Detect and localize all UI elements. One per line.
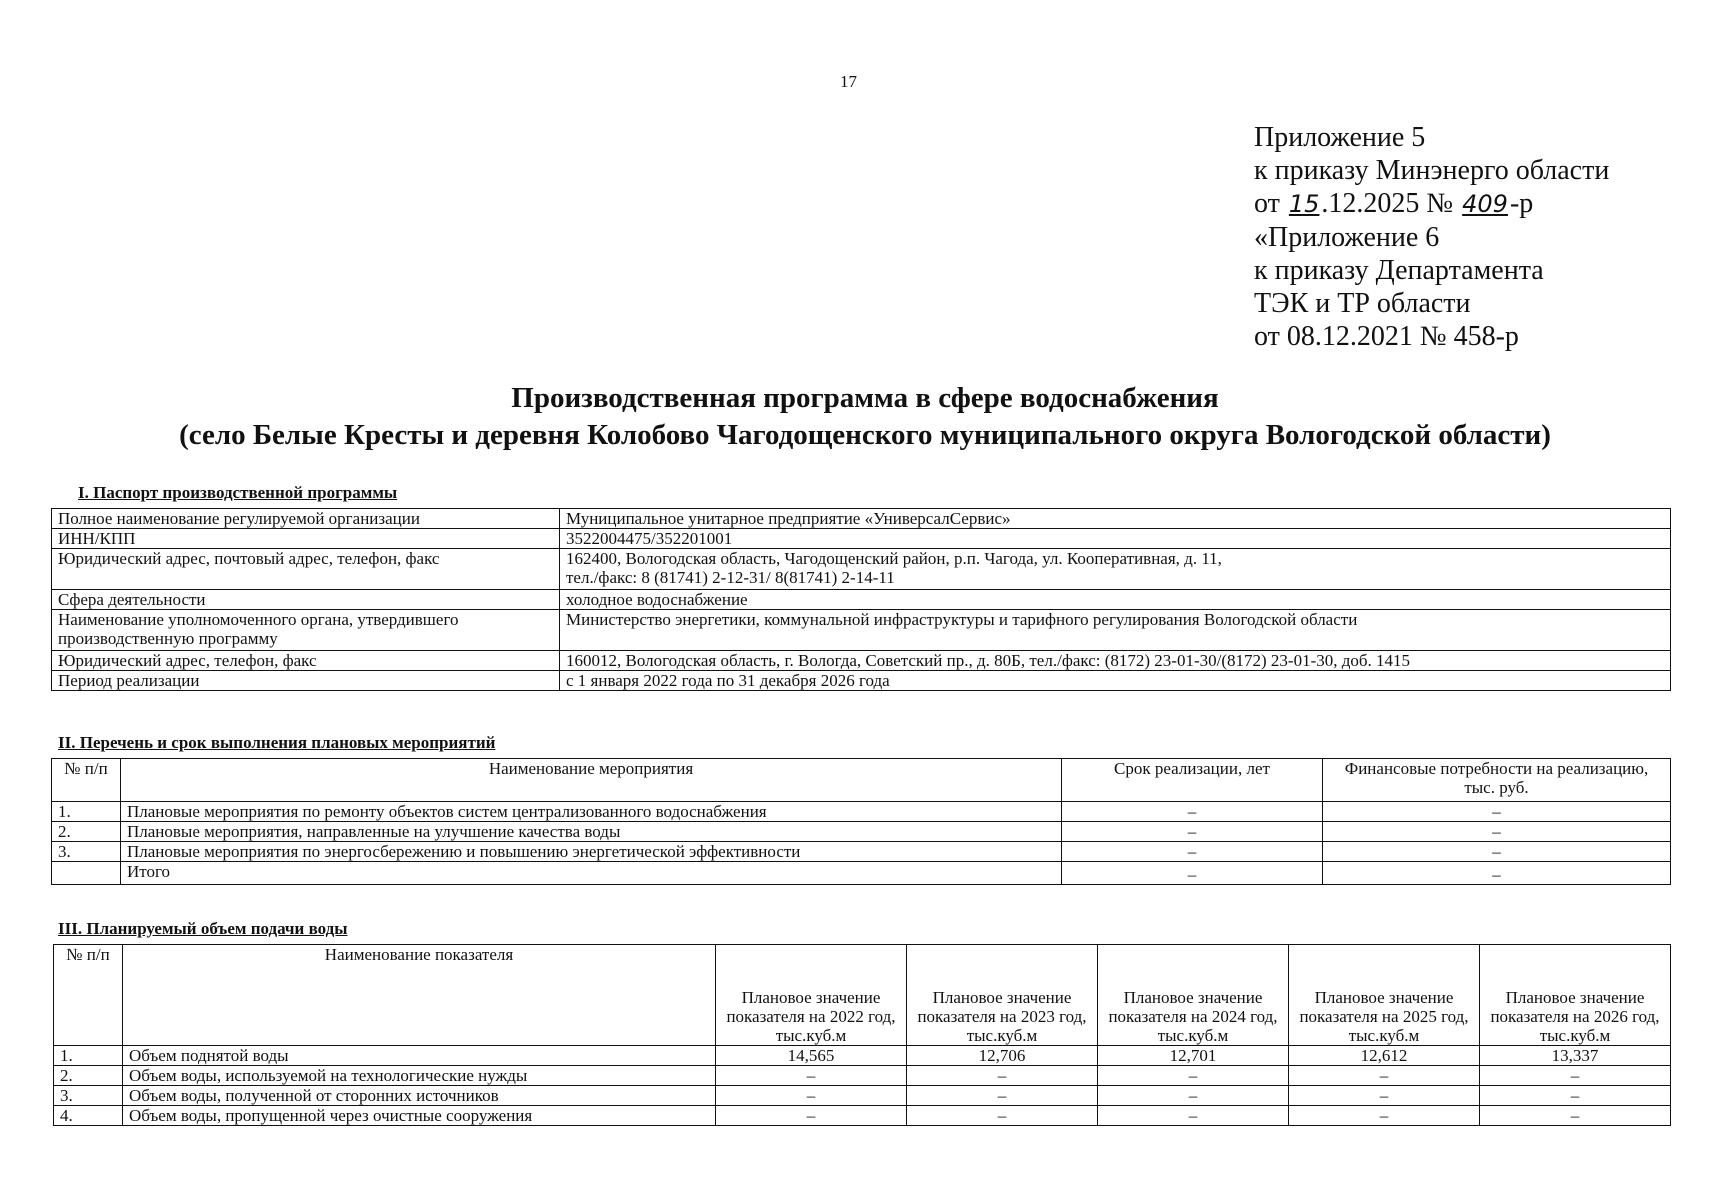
indicator-name: Объем воды, пропущенной через очистные сооружения: [123, 1106, 716, 1126]
table-row: [52, 802, 1671, 822]
measure-finance: –: [1323, 862, 1671, 885]
appendix-block: [1254, 121, 1609, 353]
row-num: 2.: [52, 822, 121, 842]
measure-name: Плановые мероприятия по ремонту объектов систем централизованного водоснабжения: [121, 802, 1062, 822]
passport-value: с 1 января 2022 года по 31 декабря 2026 года: [560, 671, 1671, 691]
section-2-heading: II. Перечень и срок выполнения плановых мероприятий: [58, 733, 496, 752]
header-finance: Финансовые потребности на реализацию, тыс. руб.: [1323, 759, 1671, 802]
table-row: [52, 842, 1671, 862]
header-num: № п/п: [54, 945, 123, 1046]
passport-label: ИНН/КПП: [52, 529, 560, 549]
header-2026: Плановое значение показателя на 2026 год, тыс.куб.м: [1480, 945, 1671, 1046]
passport-label: Сфера деятельности: [52, 590, 560, 610]
handwritten-day: 15: [1288, 190, 1320, 218]
measures-table: [51, 758, 1671, 885]
table-row: [52, 590, 1671, 610]
value-2022: –: [716, 1106, 907, 1126]
passport-label: Юридический адрес, почтовый адрес, телефон, факс: [52, 549, 560, 590]
header-2023: Плановое значение показателя на 2023 год, тыс.куб.м: [907, 945, 1098, 1046]
value-2026: –: [1480, 1066, 1671, 1086]
measure-duration: –: [1062, 842, 1323, 862]
row-num: 2.: [54, 1066, 123, 1086]
row-num: 1.: [54, 1046, 123, 1066]
table-row: [54, 1086, 1671, 1106]
measure-duration: –: [1062, 802, 1323, 822]
measure-finance: –: [1323, 822, 1671, 842]
value-2023: –: [907, 1086, 1098, 1106]
table-row: [54, 1106, 1671, 1126]
document-title: [0, 380, 1730, 454]
passport-value: Муниципальное унитарное предприятие «УниверсалСервис»: [560, 509, 1671, 529]
table-row: [52, 822, 1671, 842]
passport-label: Полное наименование регулируемой организации: [52, 509, 560, 529]
passport-label: Юридический адрес, телефон, факс: [52, 651, 560, 671]
row-num: 3.: [52, 842, 121, 862]
row-num: 4.: [54, 1106, 123, 1126]
value-2025: 12,612: [1289, 1046, 1480, 1066]
value-2024: –: [1098, 1106, 1289, 1126]
section-1-heading: I. Паспорт производственной программы: [78, 483, 398, 502]
value-2022: –: [716, 1066, 907, 1086]
passport-label: Период реализации: [52, 671, 560, 691]
value-2022: –: [716, 1086, 907, 1106]
water-volume-table: [53, 944, 1671, 1126]
table-row: [52, 610, 1671, 651]
value-2023: –: [907, 1066, 1098, 1086]
value-2026: –: [1480, 1086, 1671, 1106]
measure-name: Плановые мероприятия, направленные на улучшение качества воды: [121, 822, 1062, 842]
passport-value: Министерство энергетики, коммунальной инфраструктуры и тарифного регулирования Вологодской области: [560, 610, 1671, 651]
passport-value: 160012, Вологодская область, г. Вологда, Советский пр., д. 80Б, тел./факс: (8172) 23-01-30/(8172) 23-01-30, доб. 1415: [560, 651, 1671, 671]
passport-table: [51, 508, 1671, 691]
title-line-2: (село Белые Кресты и деревня Колобово Чагодощенского муниципального округа Вологодской области): [179, 419, 1551, 451]
value-2023: 12,706: [907, 1046, 1098, 1066]
value-2026: –: [1480, 1106, 1671, 1126]
value-2024: –: [1098, 1066, 1289, 1086]
table-row: [52, 509, 1671, 529]
table-row: [52, 651, 1671, 671]
measure-duration: –: [1062, 822, 1323, 842]
appendix-date-prefix: от: [1254, 188, 1280, 219]
passport-value: 3522004475/352201001: [560, 529, 1671, 549]
measure-duration: –: [1062, 862, 1323, 885]
measure-finance: –: [1323, 842, 1671, 862]
passport-value-line: тел./факс: 8 (81741) 2-12-31/ 8(81741) 2-14-11: [566, 568, 895, 587]
passport-value: холодное водоснабжение: [560, 590, 1671, 610]
row-num: 1.: [52, 802, 121, 822]
appendix-line-1: Приложение 5: [1254, 122, 1426, 153]
header-2022: Плановое значение показателя на 2022 год, тыс.куб.м: [716, 945, 907, 1046]
value-2024: –: [1098, 1086, 1289, 1106]
appendix-line-2: к приказу Минэнерго области: [1254, 155, 1610, 186]
indicator-name: Объем воды, используемой на технологические нужды: [123, 1066, 716, 1086]
table-row: [54, 1066, 1671, 1086]
value-2026: 13,337: [1480, 1046, 1671, 1066]
value-2024: 12,701: [1098, 1046, 1289, 1066]
page-number: 17: [840, 72, 857, 91]
value-2025: –: [1289, 1066, 1480, 1086]
appendix-line-7: от 08.12.2021 № 458-р: [1254, 321, 1519, 352]
table-row: [52, 671, 1671, 691]
table-header-row: [54, 945, 1671, 1046]
header-indicator-name: Наименование показателя: [123, 945, 716, 1046]
value-2025: –: [1289, 1086, 1480, 1106]
header-duration: Срок реализации, лет: [1062, 759, 1323, 802]
header-2025: Плановое значение показателя на 2025 год, тыс.куб.м: [1289, 945, 1480, 1046]
measure-name: Итого: [121, 862, 1062, 885]
value-2023: –: [907, 1106, 1098, 1126]
value-2025: –: [1289, 1106, 1480, 1126]
indicator-name: Объем воды, полученной от сторонних источников: [123, 1086, 716, 1106]
table-row: [52, 549, 1671, 590]
table-row: [52, 529, 1671, 549]
passport-label: Наименование уполномоченного органа, утвердившего производственную программу: [52, 610, 560, 651]
row-num: [52, 862, 121, 885]
header-2024: Плановое значение показателя на 2024 год, тыс.куб.м: [1098, 945, 1289, 1046]
measure-name: Плановые мероприятия по энергосбережению и повышению энергетической эффективности: [121, 842, 1062, 862]
header-num: № п/п: [52, 759, 121, 802]
table-row-total: [52, 862, 1671, 885]
indicator-name: Объем поднятой воды: [123, 1046, 716, 1066]
title-line-1: Производственная программа в сфере водоснабжения: [511, 382, 1219, 414]
header-measure-name: Наименование мероприятия: [121, 759, 1062, 802]
appendix-line-3: [1254, 187, 1609, 221]
table-header-row: [52, 759, 1671, 802]
appendix-line-4: «Приложение 6: [1254, 222, 1440, 253]
table-row: [54, 1046, 1671, 1066]
appendix-date-suffix: -р: [1509, 188, 1534, 219]
handwritten-order-number: 409: [1462, 190, 1508, 218]
section-3-heading: III. Планируемый объем подачи воды: [58, 919, 348, 938]
value-2022: 14,565: [716, 1046, 907, 1066]
measure-finance: –: [1323, 802, 1671, 822]
appendix-date-mid: .12.2025 №: [1321, 188, 1454, 219]
passport-value: [560, 549, 1671, 590]
row-num: 3.: [54, 1086, 123, 1106]
appendix-line-6: ТЭК и ТР области: [1254, 288, 1471, 319]
appendix-line-5: к приказу Департамента: [1254, 255, 1544, 286]
passport-value-line: 162400, Вологодская область, Чагодощенский район, р.п. Чагода, ул. Кооперативная, д. 11,: [566, 549, 1222, 568]
